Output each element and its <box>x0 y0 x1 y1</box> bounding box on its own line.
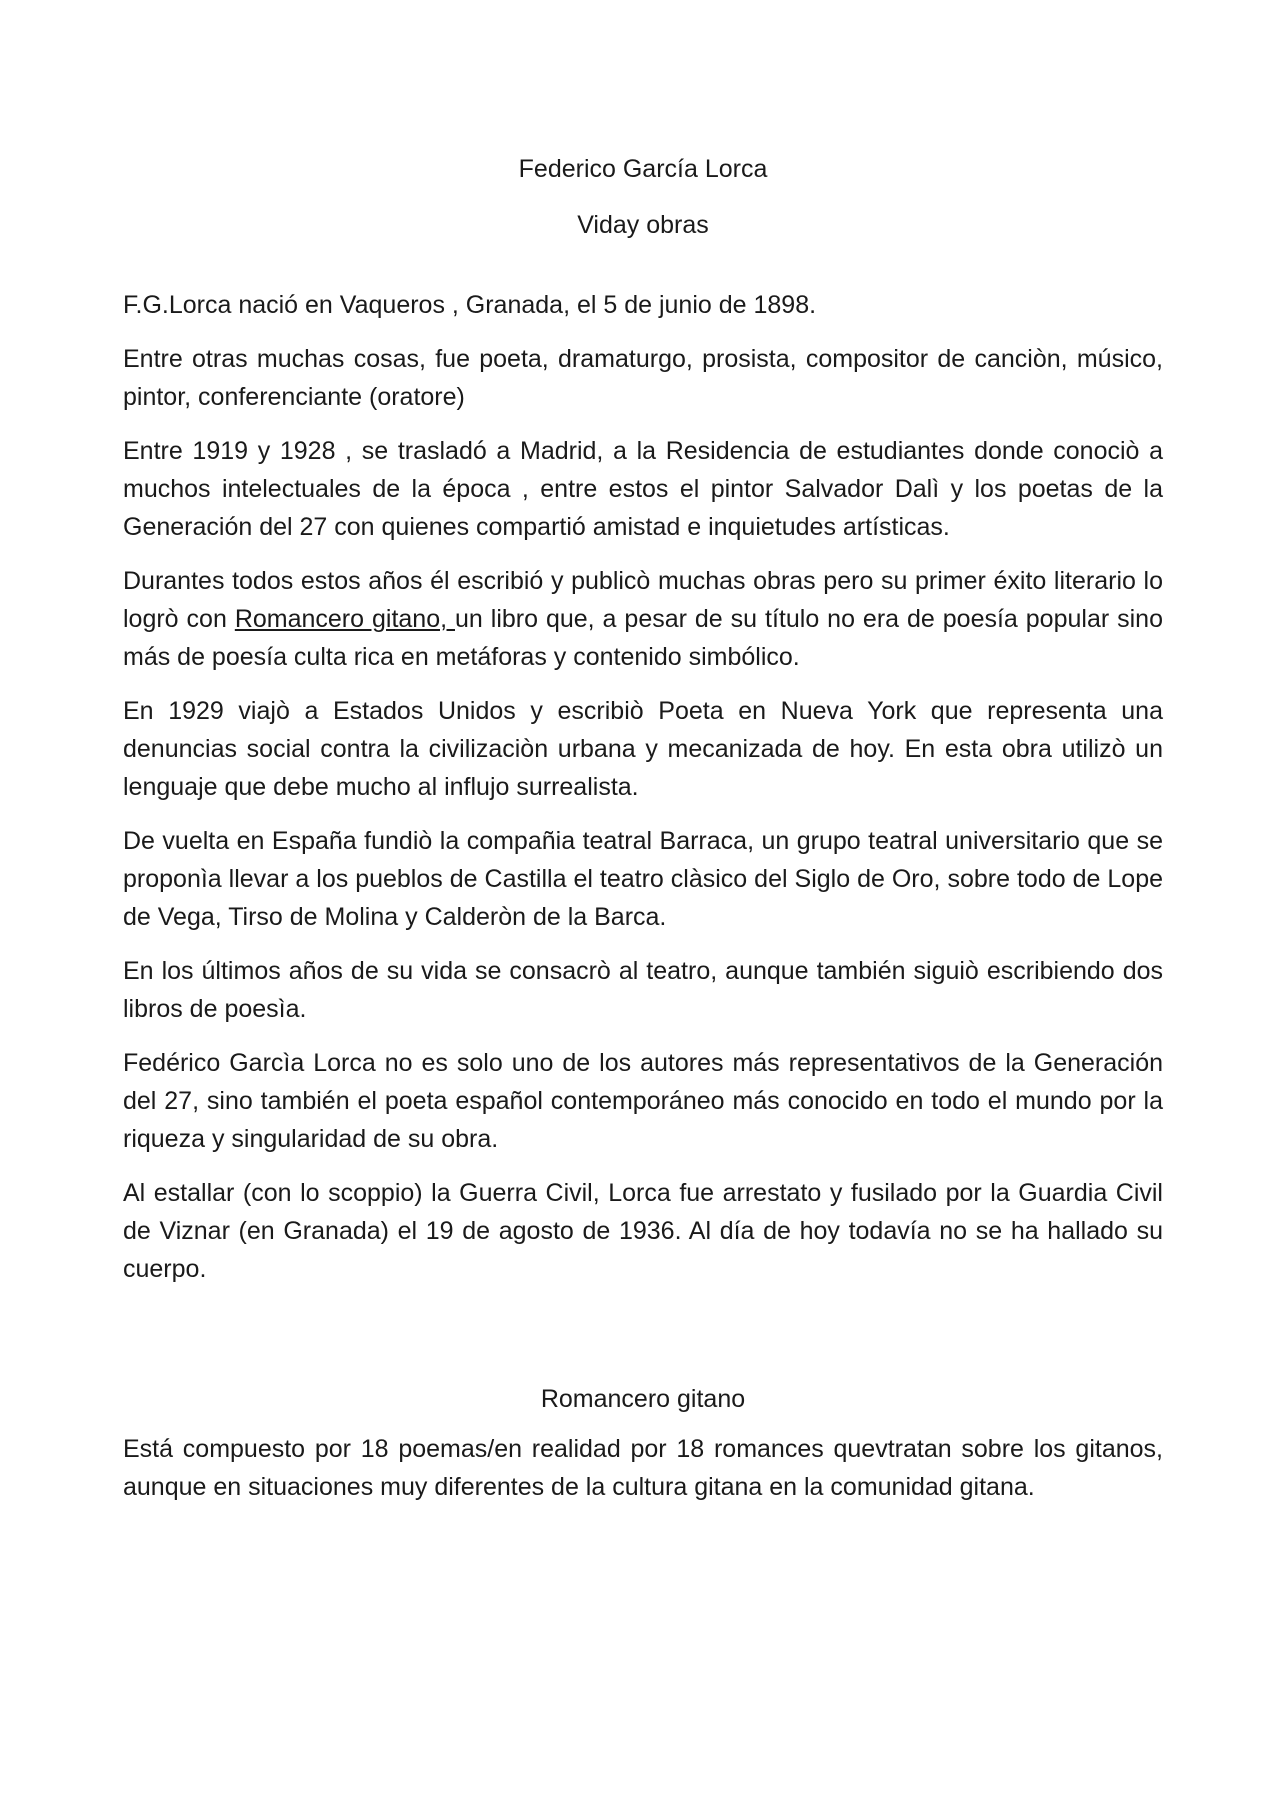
paragraph-significance: Fedérico Garcìa Lorca no es solo uno de los autores más representativos de la Generación del 27, sino también el poeta español contemporáneo más conocido en todo el mundo por la riqueza y singularidad de su obra. <box>123 1049 1163 1153</box>
paragraph-madrid: Entre 1919 y 1928 , se trasladó a Madrid, a la Residencia de estudiantes donde conociò a muchos intelectuales de la época , entre estos el pintor Salvador Dalì y los poetas de la Generación del 27 con quienes compartió amistad e inquietudes artísticas. <box>123 437 1163 541</box>
paragraph-romancero-text-after: un libro que, a pesar de su título no era de poesía popular sino más de poesía culta rica en metáforas y contenido simbólico. <box>123 605 1163 671</box>
paragraph-birth: F.G.Lorca nació en Vaqueros , Granada, el 5 de junio de 1898. <box>123 291 817 319</box>
document-title: Federico García Lorca <box>518 155 768 183</box>
document-subtitle: Viday obras <box>577 211 709 239</box>
romancero-gitano-underlined-title: Romancero gitano, <box>234 605 455 633</box>
paragraph-death: Al estallar (con lo scoppio) la Guerra Civil, Lorca fue arrestato y fusilado por la Guardia Civil de Viznar (en Granada) el 19 de agosto de 1936. Al día de hoy todavía no se ha hallado su cuerpo. <box>123 1179 1163 1283</box>
paragraph-romancero-text-before: Durantes todos estos años él escribió y publicò muchas obras pero su primer éxito literario lo logrò con <box>123 567 1163 633</box>
paragraph-roles: Entre otras muchas cosas, fue poeta, dramaturgo, prosista, compositor de canciòn, músico, pintor, conferenciante (oratore) <box>123 345 1163 411</box>
paragraph-romancero-description: Está compuesto por 18 poemas/en realidad por 18 romances quevtratan sobre los gitanos, aunque en situaciones muy diferentes de la cultura gitana en la comunidad gitana. <box>123 1435 1163 1501</box>
paragraph-romancero <box>123 562 1163 676</box>
document-body <box>123 150 1163 1522</box>
section-title-romancero: Romancero gitano <box>540 1385 746 1413</box>
paragraph-barraca: De vuelta en España fundiò la compañia teatral Barraca, un grupo teatral universitario que se proponìa llevar a los pueblos de Castilla el teatro clàsico del Siglo de Oro, sobre todo de Lope de Vega, Tirso de Molina y Calderòn de la Barca. <box>123 827 1163 931</box>
paragraph-new-york: En 1929 viajò a Estados Unidos y escribiò Poeta en Nueva York que representa una denuncias social contra la civilizaciòn urbana y mecanizada de hoy. En esta obra utilizò un lenguaje que debe mucho al influjo surrealista. <box>123 697 1163 801</box>
paragraph-last-years: En los últimos años de su vida se consacrò al teatro, aunque también siguiò escribiendo dos libros de poesìa. <box>123 957 1163 1023</box>
